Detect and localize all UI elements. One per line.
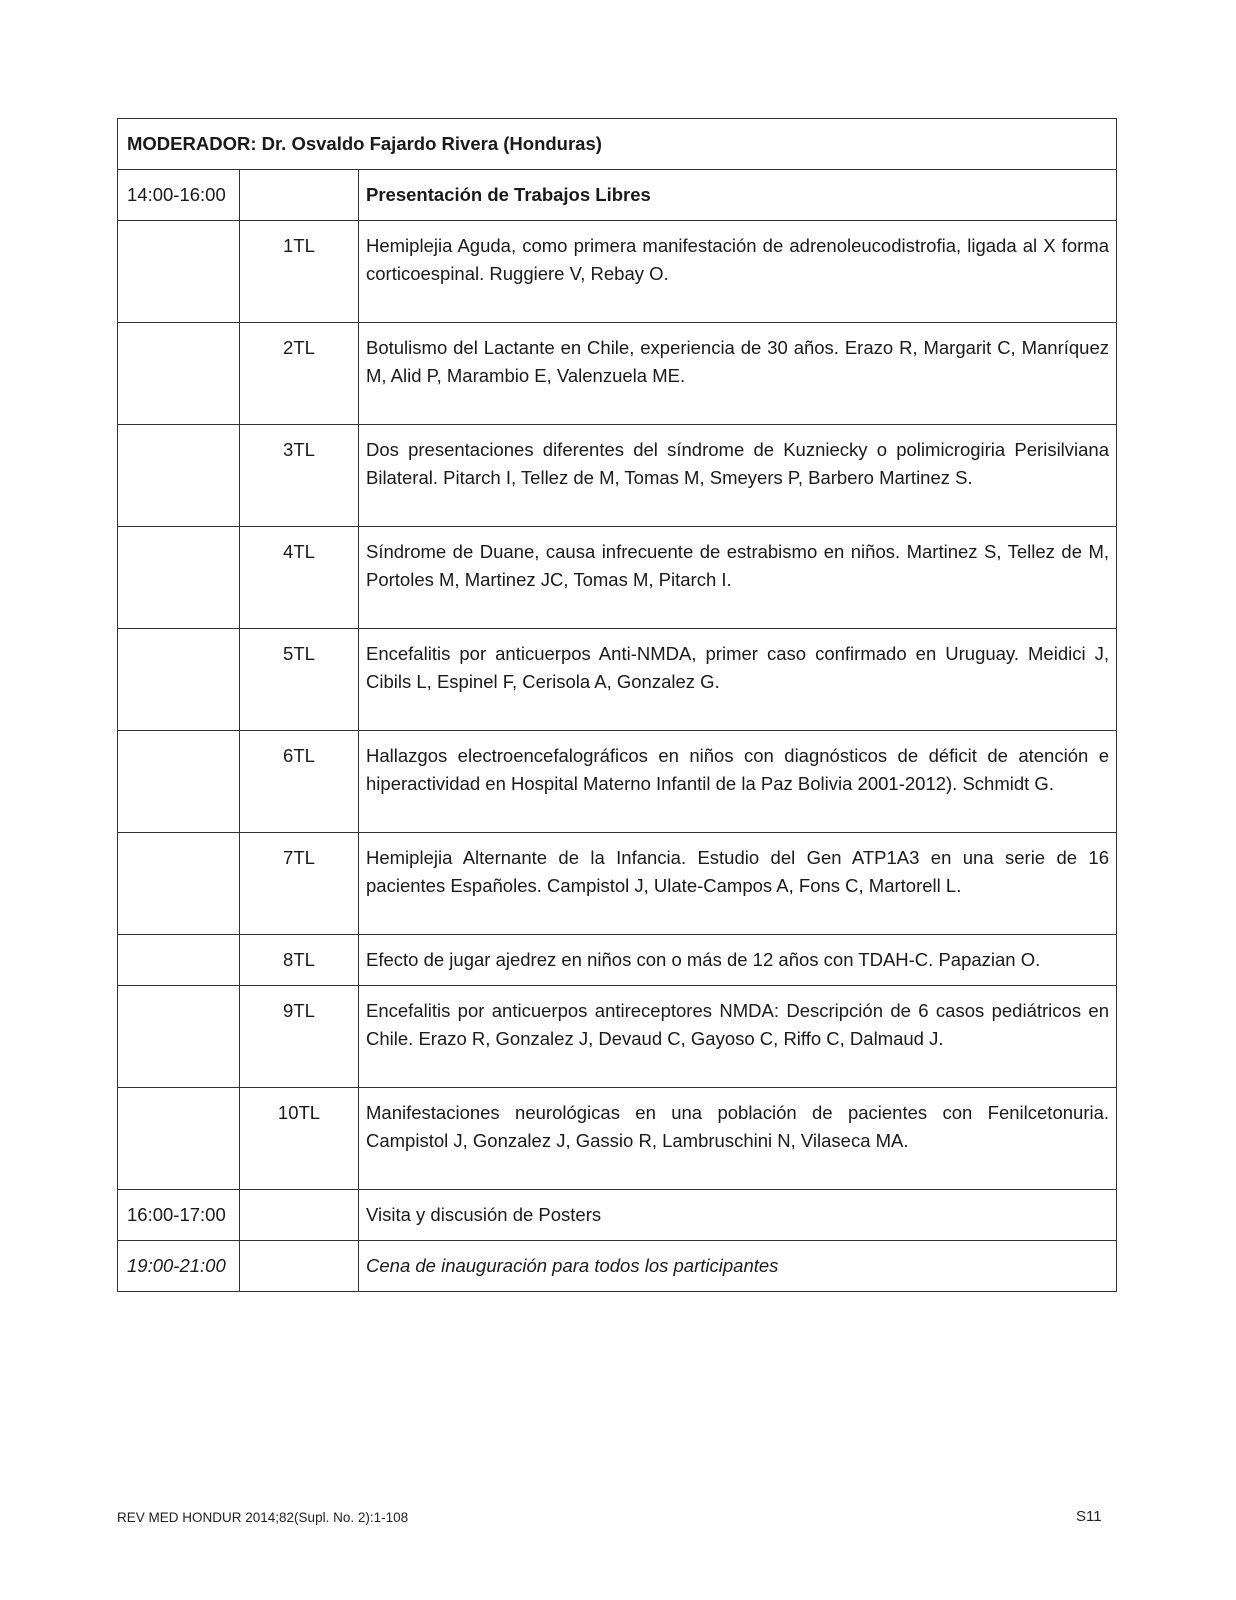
paper-code: 3TL [240,425,359,527]
paper-description: Dos presentaciones diferentes del síndrome de Kuzniecky o polimicrogiria Perisilviana Bilateral. Pitarch I, Tellez de M, Tomas M, Smeyers P, Barbero Martinez S. [359,425,1117,527]
session-code-empty [240,170,359,221]
paper-description: Síndrome de Duane, causa infrecuente de estrabismo en niños. Martinez S, Tellez de M, Portoles M, Martinez JC, Tomas M, Pitarch I. [359,527,1117,629]
paper-time-empty [118,527,240,629]
paper-code: 7TL [240,833,359,935]
posters-time: 16:00-17:00 [118,1190,240,1241]
paper-code: 6TL [240,731,359,833]
paper-row [118,527,1117,629]
paper-code: 2TL [240,323,359,425]
session-title: Presentación de Trabajos Libres [359,170,1117,221]
dinner-time: 19:00-21:00 [118,1241,240,1292]
paper-row [118,833,1117,935]
session-row [118,170,1117,221]
paper-code: 5TL [240,629,359,731]
posters-code-empty [240,1190,359,1241]
paper-row [118,425,1117,527]
paper-time-empty [118,1088,240,1190]
paper-code: 10TL [240,1088,359,1190]
posters-description: Visita y discusión de Posters [359,1190,1117,1241]
paper-code: 1TL [240,221,359,323]
paper-description: Botulismo del Lactante en Chile, experiencia de 30 años. Erazo R, Margarit C, Manríquez M, Alid P, Marambio E, Valenzuela ME. [359,323,1117,425]
paper-code: 4TL [240,527,359,629]
paper-time-empty [118,323,240,425]
paper-time-empty [118,629,240,731]
page-number: S11 [1076,1508,1102,1525]
moderator-label: MODERADOR: Dr. Osvaldo Fajardo Rivera (Honduras) [118,119,1117,170]
paper-code: 9TL [240,986,359,1088]
paper-description: Encefalitis por anticuerpos antireceptores NMDA: Descripción de 6 casos pediátricos en Chile. Erazo R, Gonzalez J, Devaud C, Gayoso C, Riffo C, Dalmaud J. [359,986,1117,1088]
paper-row [118,935,1117,986]
paper-row [118,731,1117,833]
paper-time-empty [118,833,240,935]
paper-time-empty [118,986,240,1088]
paper-description: Hemiplejia Aguda, como primera manifestación de adrenoleucodistrofia, ligada al X forma corticoespinal. Ruggiere V, Rebay O. [359,221,1117,323]
paper-time-empty [118,425,240,527]
paper-row [118,986,1117,1088]
dinner-row [118,1241,1117,1292]
dinner-code-empty [240,1241,359,1292]
paper-time-empty [118,221,240,323]
paper-row [118,221,1117,323]
dinner-description: Cena de inauguración para todos los participantes [359,1241,1117,1292]
program-table [117,118,1117,1292]
moderator-row [118,119,1117,170]
paper-description: Efecto de jugar ajedrez en niños con o más de 12 años con TDAH-C. Papazian O. [359,935,1117,986]
paper-row [118,1088,1117,1190]
paper-code: 8TL [240,935,359,986]
paper-description: Hallazgos electroencefalográficos en niños con diagnósticos de déficit de atención e hiperactividad en Hospital Materno Infantil de la Paz Bolivia 2001-2012). Schmidt G. [359,731,1117,833]
posters-row [118,1190,1117,1241]
journal-citation: REV MED HONDUR 2014;82(Supl. No. 2):1-108 [117,1510,409,1525]
session-time: 14:00-16:00 [118,170,240,221]
paper-description: Hemiplejia Alternante de la Infancia. Estudio del Gen ATP1A3 en una serie de 16 pacientes Españoles. Campistol J, Ulate-Campos A, Fons C, Martorell L. [359,833,1117,935]
paper-row [118,323,1117,425]
paper-time-empty [118,731,240,833]
paper-description: Encefalitis por anticuerpos Anti-NMDA, primer caso confirmado en Uruguay. Meidici J, Cibils L, Espinel F, Cerisola A, Gonzalez G. [359,629,1117,731]
paper-time-empty [118,935,240,986]
paper-description: Manifestaciones neurológicas en una población de pacientes con Fenilcetonuria. Campistol J, Gonzalez J, Gassio R, Lambruschini N, Vilaseca MA. [359,1088,1117,1190]
paper-row [118,629,1117,731]
